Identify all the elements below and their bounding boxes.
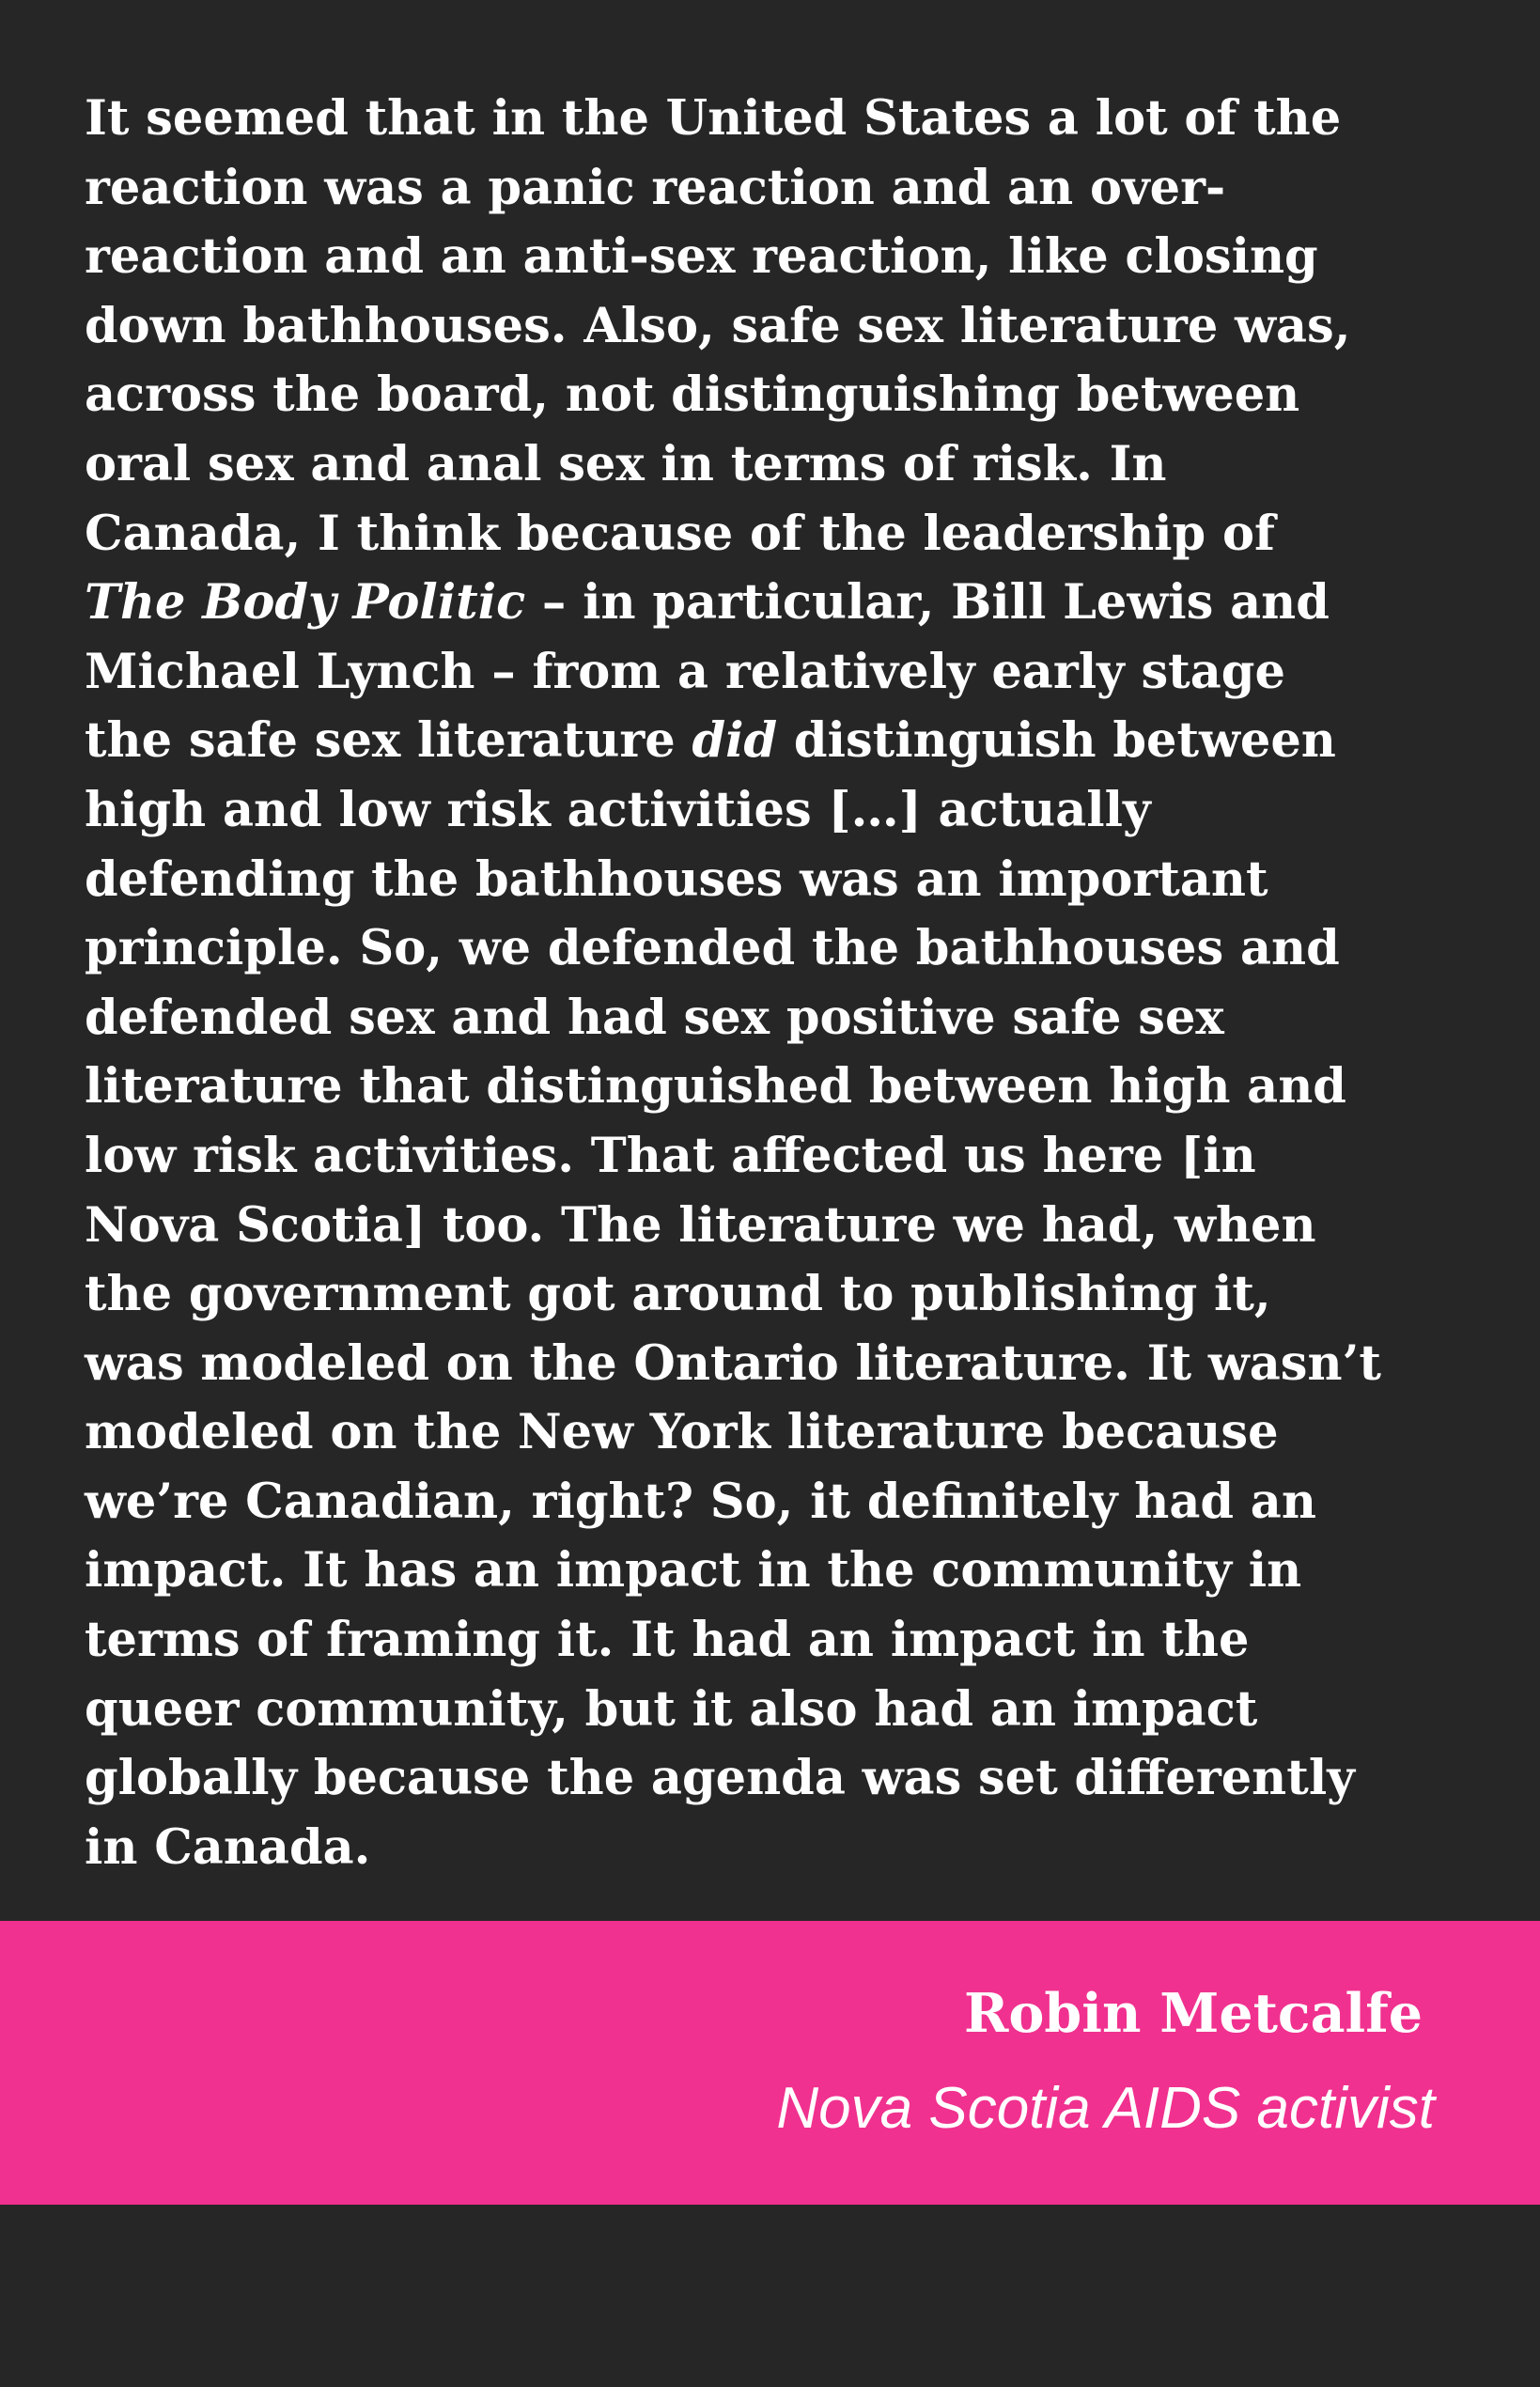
quote-line: across the board, not distinguishing between [85,367,1300,424]
quote-line: defending the bathhouses was an important [85,850,1268,908]
publication-title: The Body Politic [85,574,526,632]
attribution-band [0,1921,1540,2205]
quote-line: globally because the agenda was set differently [85,1750,1355,1807]
quote-line: impact. It has an impact in the community in [85,1542,1302,1599]
quote-line: It seemed that in the United States a lot of the [85,90,1342,147]
quote-line: oral sex and anal sex in terms of risk. In [85,435,1167,492]
quote-line: modeled on the New York literature because [85,1404,1279,1461]
quote-line: queer community, but it also had an impact [85,1680,1258,1738]
quote-line: terms of framing it. It had an impact in the [85,1612,1250,1669]
quote-line: reaction was a panic reaction and an over- [85,159,1226,216]
quote-line: we’re Canadian, right? So, it definitely had an [85,1473,1316,1530]
quote-line: high and low risk activities […] actually [85,781,1151,838]
emphasis: did [692,712,778,770]
quote-line: defended sex and had sex positive safe sex [85,989,1224,1046]
quote-text [85,85,1513,1882]
quote-line: Canada, I think because of the leadership of [85,505,1275,562]
quote-line: low risk activities. That affected us here [in [85,1127,1256,1184]
quote-line: Michael Lynch – from a relatively early stage [85,643,1285,700]
speaker-name: Robin Metcalfe [964,1982,1423,2045]
quote-line: the government got around to publishing it, [85,1266,1271,1323]
quote-line: The Body Politic – in particular, Bill Lewis and [85,574,1330,632]
quote-line: the safe sex literature did distinguish between [85,712,1336,770]
quote-line: literature that distinguished between high and [85,1058,1346,1115]
speaker-role: Nova Scotia AIDS activist [776,2076,1435,2141]
quote-line: reaction and an anti-sex reaction, like closing [85,228,1318,286]
quote-line: principle. So, we defended the bathhouses and [85,920,1340,977]
quote-line: in Canada. [85,1818,371,1876]
quote-line: down bathhouses. Also, safe sex literature was, [85,297,1351,354]
quote-line: was modeled on the Ontario literature. It wasn’t [85,1334,1381,1392]
quote-line: Nova Scotia] too. The literature we had, when [85,1196,1316,1254]
